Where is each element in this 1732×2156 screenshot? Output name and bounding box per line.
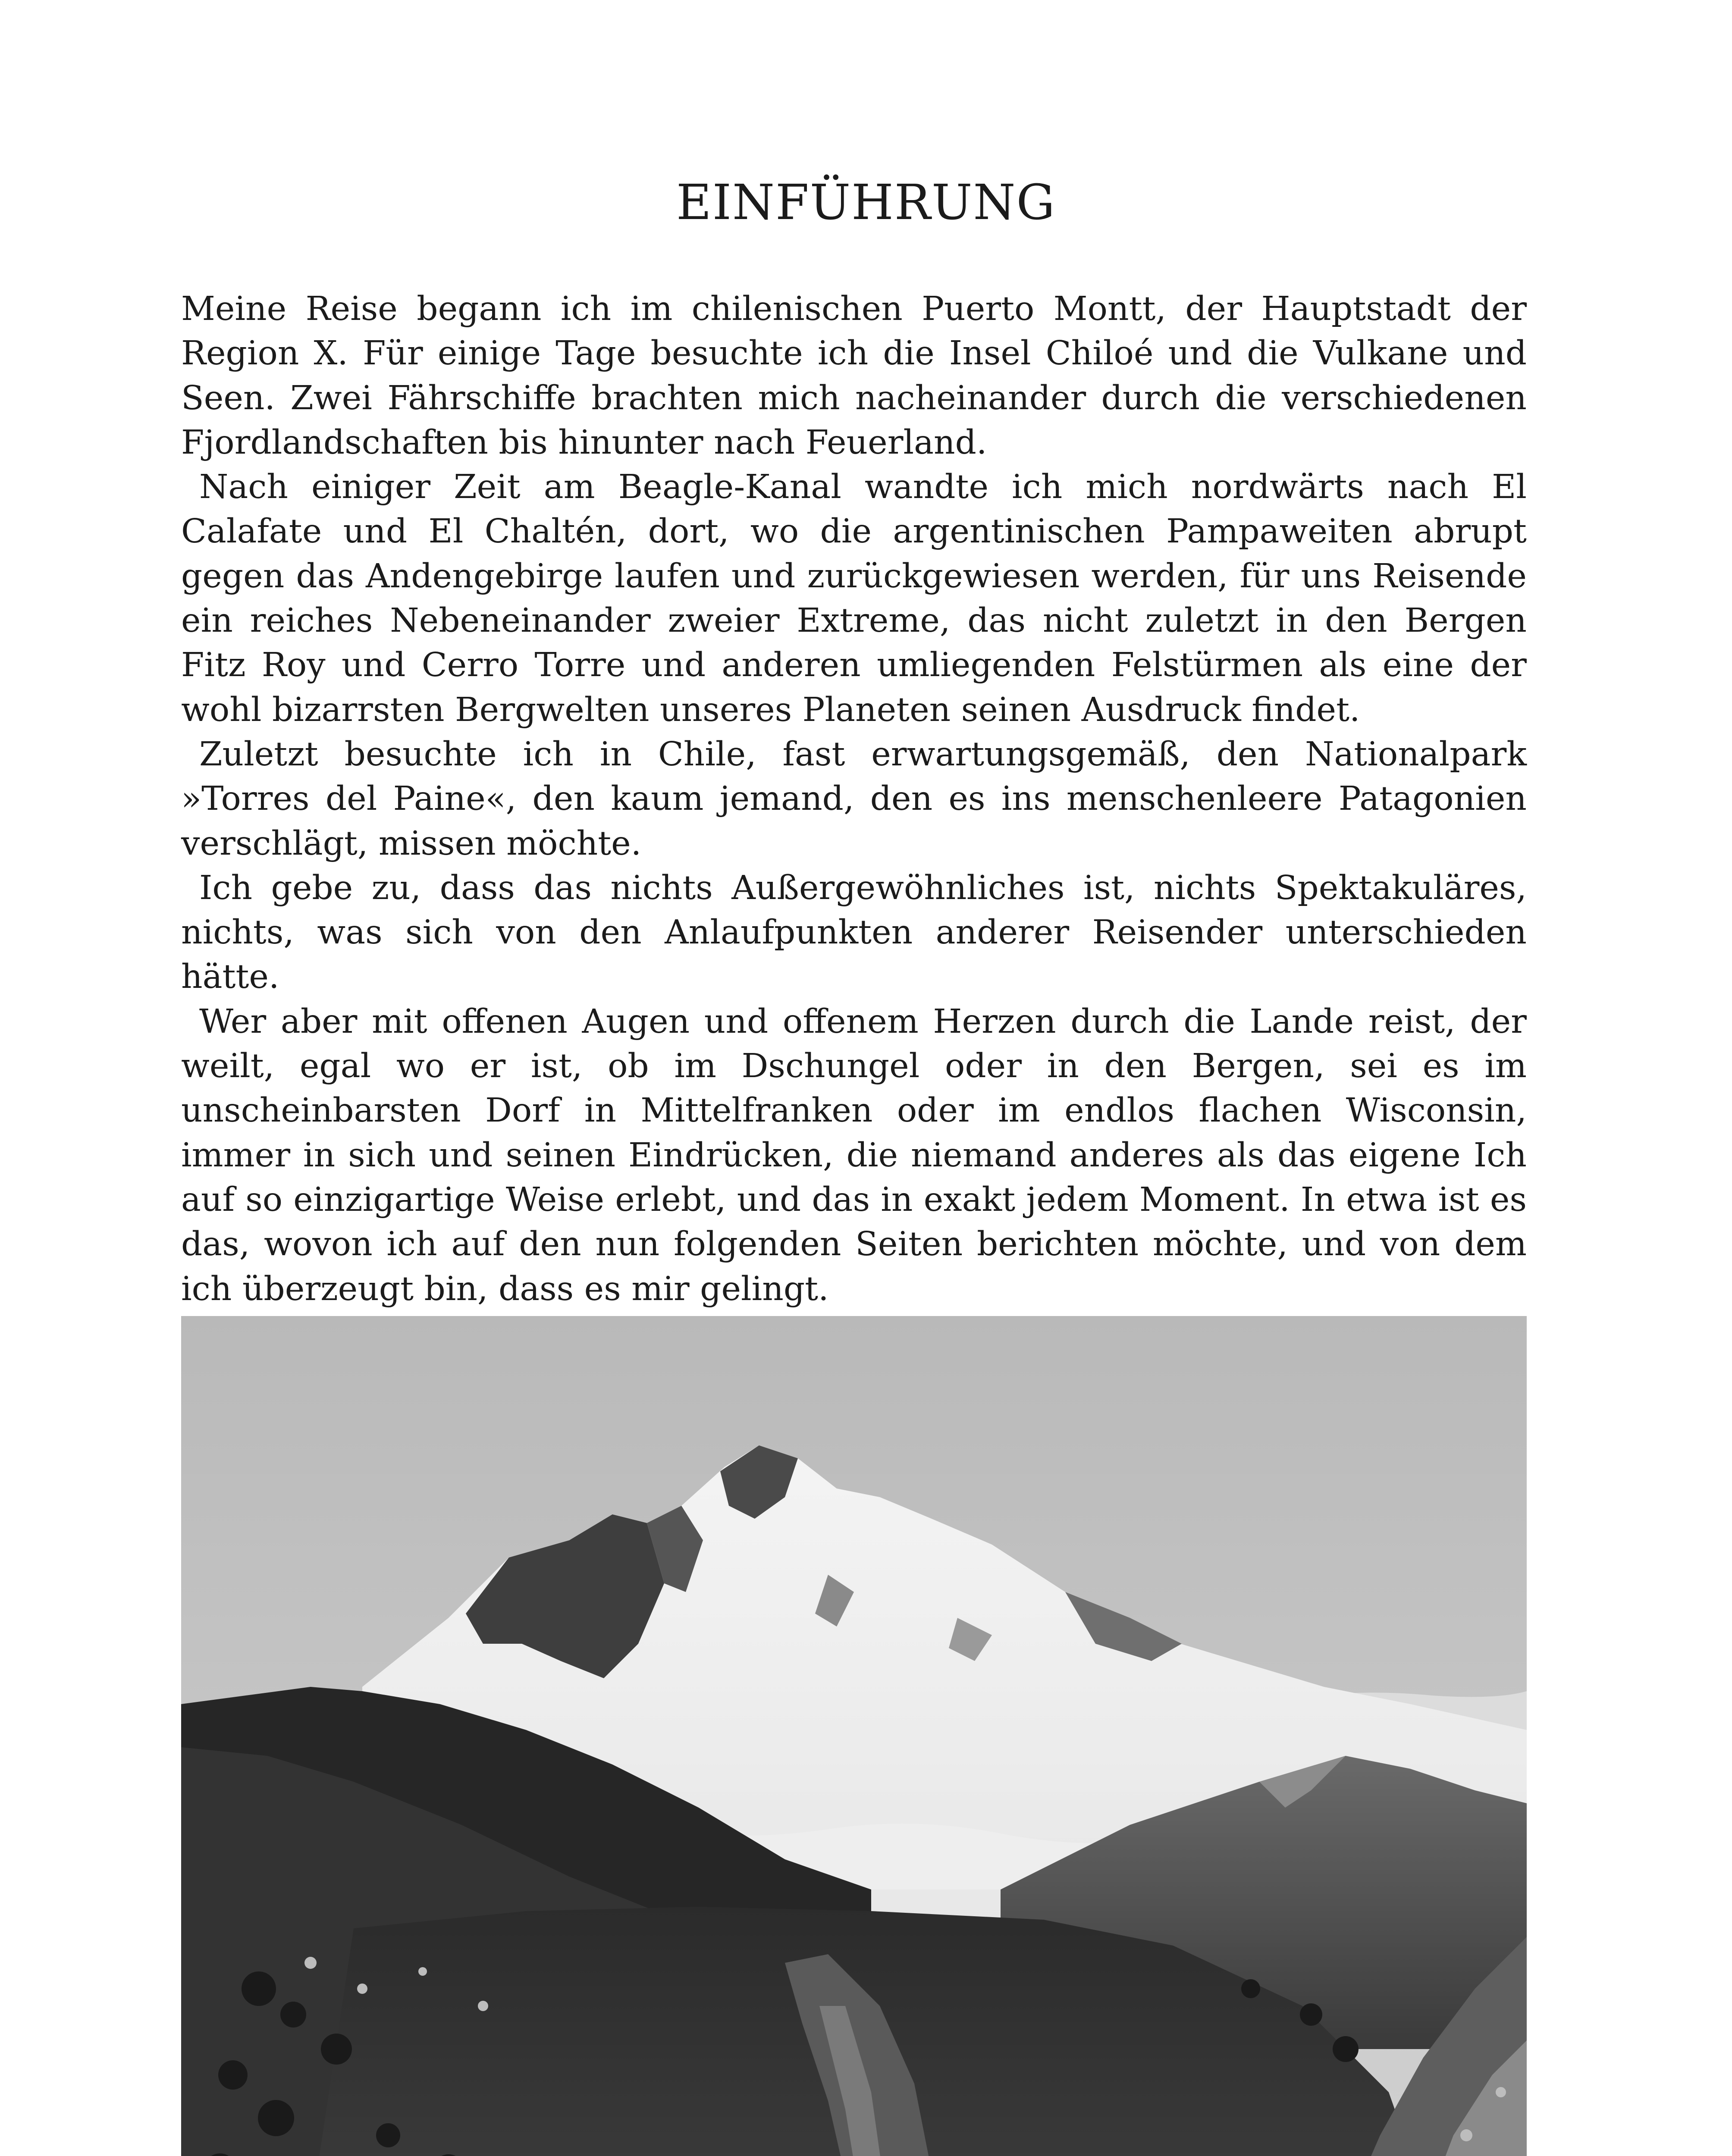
mountain-photo <box>181 1316 1527 2156</box>
paragraph: Ich gebe zu, dass das nichts Außergewöhnliches ist, nichts Spektakuläres, nichts, was sich von den Anlaufpunkten anderer Reisender unterschieden hätte. <box>181 868 1527 997</box>
paragraph: Meine Reise begann ich im chilenischen Puerto Montt, der Hauptstadt der Region X. Für einige Tage besuchte ich die Insel Chiloé und die Vulkane und Seen. Zwei Fährschiffe brachten mich nacheinander durch die verschiedenen Fjordlandschaften bis hinunter nach Feuerland. <box>181 290 1527 462</box>
body-text <box>181 287 1527 1311</box>
paragraph: Zuletzt besuchte ich in Chile, fast erwartungsgemäß, den Nationalpark »Torres del Paine«, den kaum jemand, den es ins menschenleere Patagonien verschlägt, missen möchte. <box>181 735 1527 863</box>
chapter-title: EINFÜHRUNG <box>676 175 1056 231</box>
paragraph: Nach einiger Zeit am Beagle-Kanal wandte ich mich nordwärts nach El Calafate und El Chaltén, dort, wo die argentinischen Pampaweiten abrupt gegen das Andengebirge laufen und zurückgewiesen werden, für uns Reisende ein reiches Nebeneinander zweier Extreme, das nicht zuletzt in den Bergen Fitz Roy und Cerro Torre und anderen umliegenden Felstürmen als eine der wohl bizarrsten Bergwelten unseres Planeten seinen Ausdruck findet. <box>181 468 1527 729</box>
paragraph: Wer aber mit offenen Augen und offenem Herzen durch die Lande reist, der weilt, egal wo er ist, ob im Dschungel oder in den Bergen, sei es im unscheinbarsten Dorf in Mittelfranken oder im endlos flachen Wisconsin, immer in sich und seinen Eindrücken, die niemand anderes als das eigene Ich auf so einzigartige Weise erlebt, und das in exakt jedem Moment. In etwa ist es das, wovon ich auf den nun folgenden Seiten berichten möchte, und von dem ich überzeugt bin, dass es mir gelingt. <box>181 1002 1527 1308</box>
